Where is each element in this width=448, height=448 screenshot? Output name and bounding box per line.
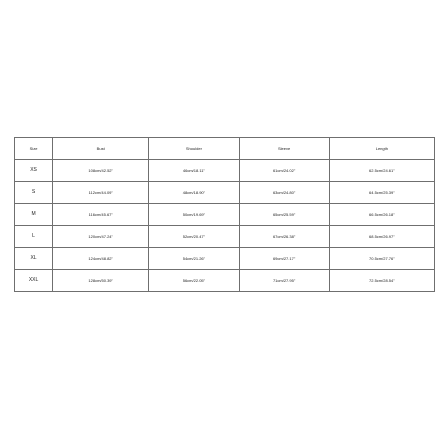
length-cell: 66.5cm/26.18": [330, 204, 435, 226]
header-bust: Bust: [53, 138, 149, 160]
header-sleeve: Sleeve: [240, 138, 330, 160]
size-cell: L: [15, 226, 53, 248]
length-cell: 62.5cm/24.61": [330, 160, 435, 182]
sleeve-cell: 69cm/27.17": [240, 248, 330, 270]
table-row: [15, 160, 435, 182]
bust-cell: 112cm/44.09": [53, 182, 149, 204]
table-row: [15, 248, 435, 270]
bust-cell: 124cm/48.82": [53, 248, 149, 270]
bust-cell: 108cm/42.52": [53, 160, 149, 182]
shoulder-cell: 54cm/21.26": [149, 248, 239, 270]
length-cell: 72.5cm/28.54": [330, 270, 435, 292]
size-cell: S: [15, 182, 53, 204]
length-cell: 68.5cm/26.97": [330, 226, 435, 248]
bust-cell: 116cm/45.67": [53, 204, 149, 226]
header-size: Size: [15, 138, 53, 160]
header-length: Length: [330, 138, 435, 160]
length-cell: 64.5cm/25.39": [330, 182, 435, 204]
shoulder-cell: 48cm/18.90": [149, 182, 239, 204]
header-shoulder: Shoulder: [149, 138, 239, 160]
sleeve-cell: 63cm/24.80": [240, 182, 330, 204]
header-row: [15, 138, 435, 160]
table-row: [15, 270, 435, 292]
size-cell: XS: [15, 160, 53, 182]
sleeve-cell: 71cm/27.95": [240, 270, 330, 292]
size-chart-table: [14, 137, 435, 292]
table-row: [15, 204, 435, 226]
size-cell: XXL: [15, 270, 53, 292]
bust-cell: 120cm/47.24": [53, 226, 149, 248]
shoulder-cell: 46cm/18.11": [149, 160, 239, 182]
bust-cell: 128cm/50.39": [53, 270, 149, 292]
size-cell: M: [15, 204, 53, 226]
length-cell: 70.5cm/27.76": [330, 248, 435, 270]
sleeve-cell: 61cm/24.02": [240, 160, 330, 182]
shoulder-cell: 52cm/20.47": [149, 226, 239, 248]
shoulder-cell: 56cm/22.05": [149, 270, 239, 292]
table-row: [15, 182, 435, 204]
size-cell: XL: [15, 248, 53, 270]
table-row: [15, 226, 435, 248]
sleeve-cell: 67cm/26.38": [240, 226, 330, 248]
shoulder-cell: 50cm/19.69": [149, 204, 239, 226]
sleeve-cell: 65cm/25.59": [240, 204, 330, 226]
